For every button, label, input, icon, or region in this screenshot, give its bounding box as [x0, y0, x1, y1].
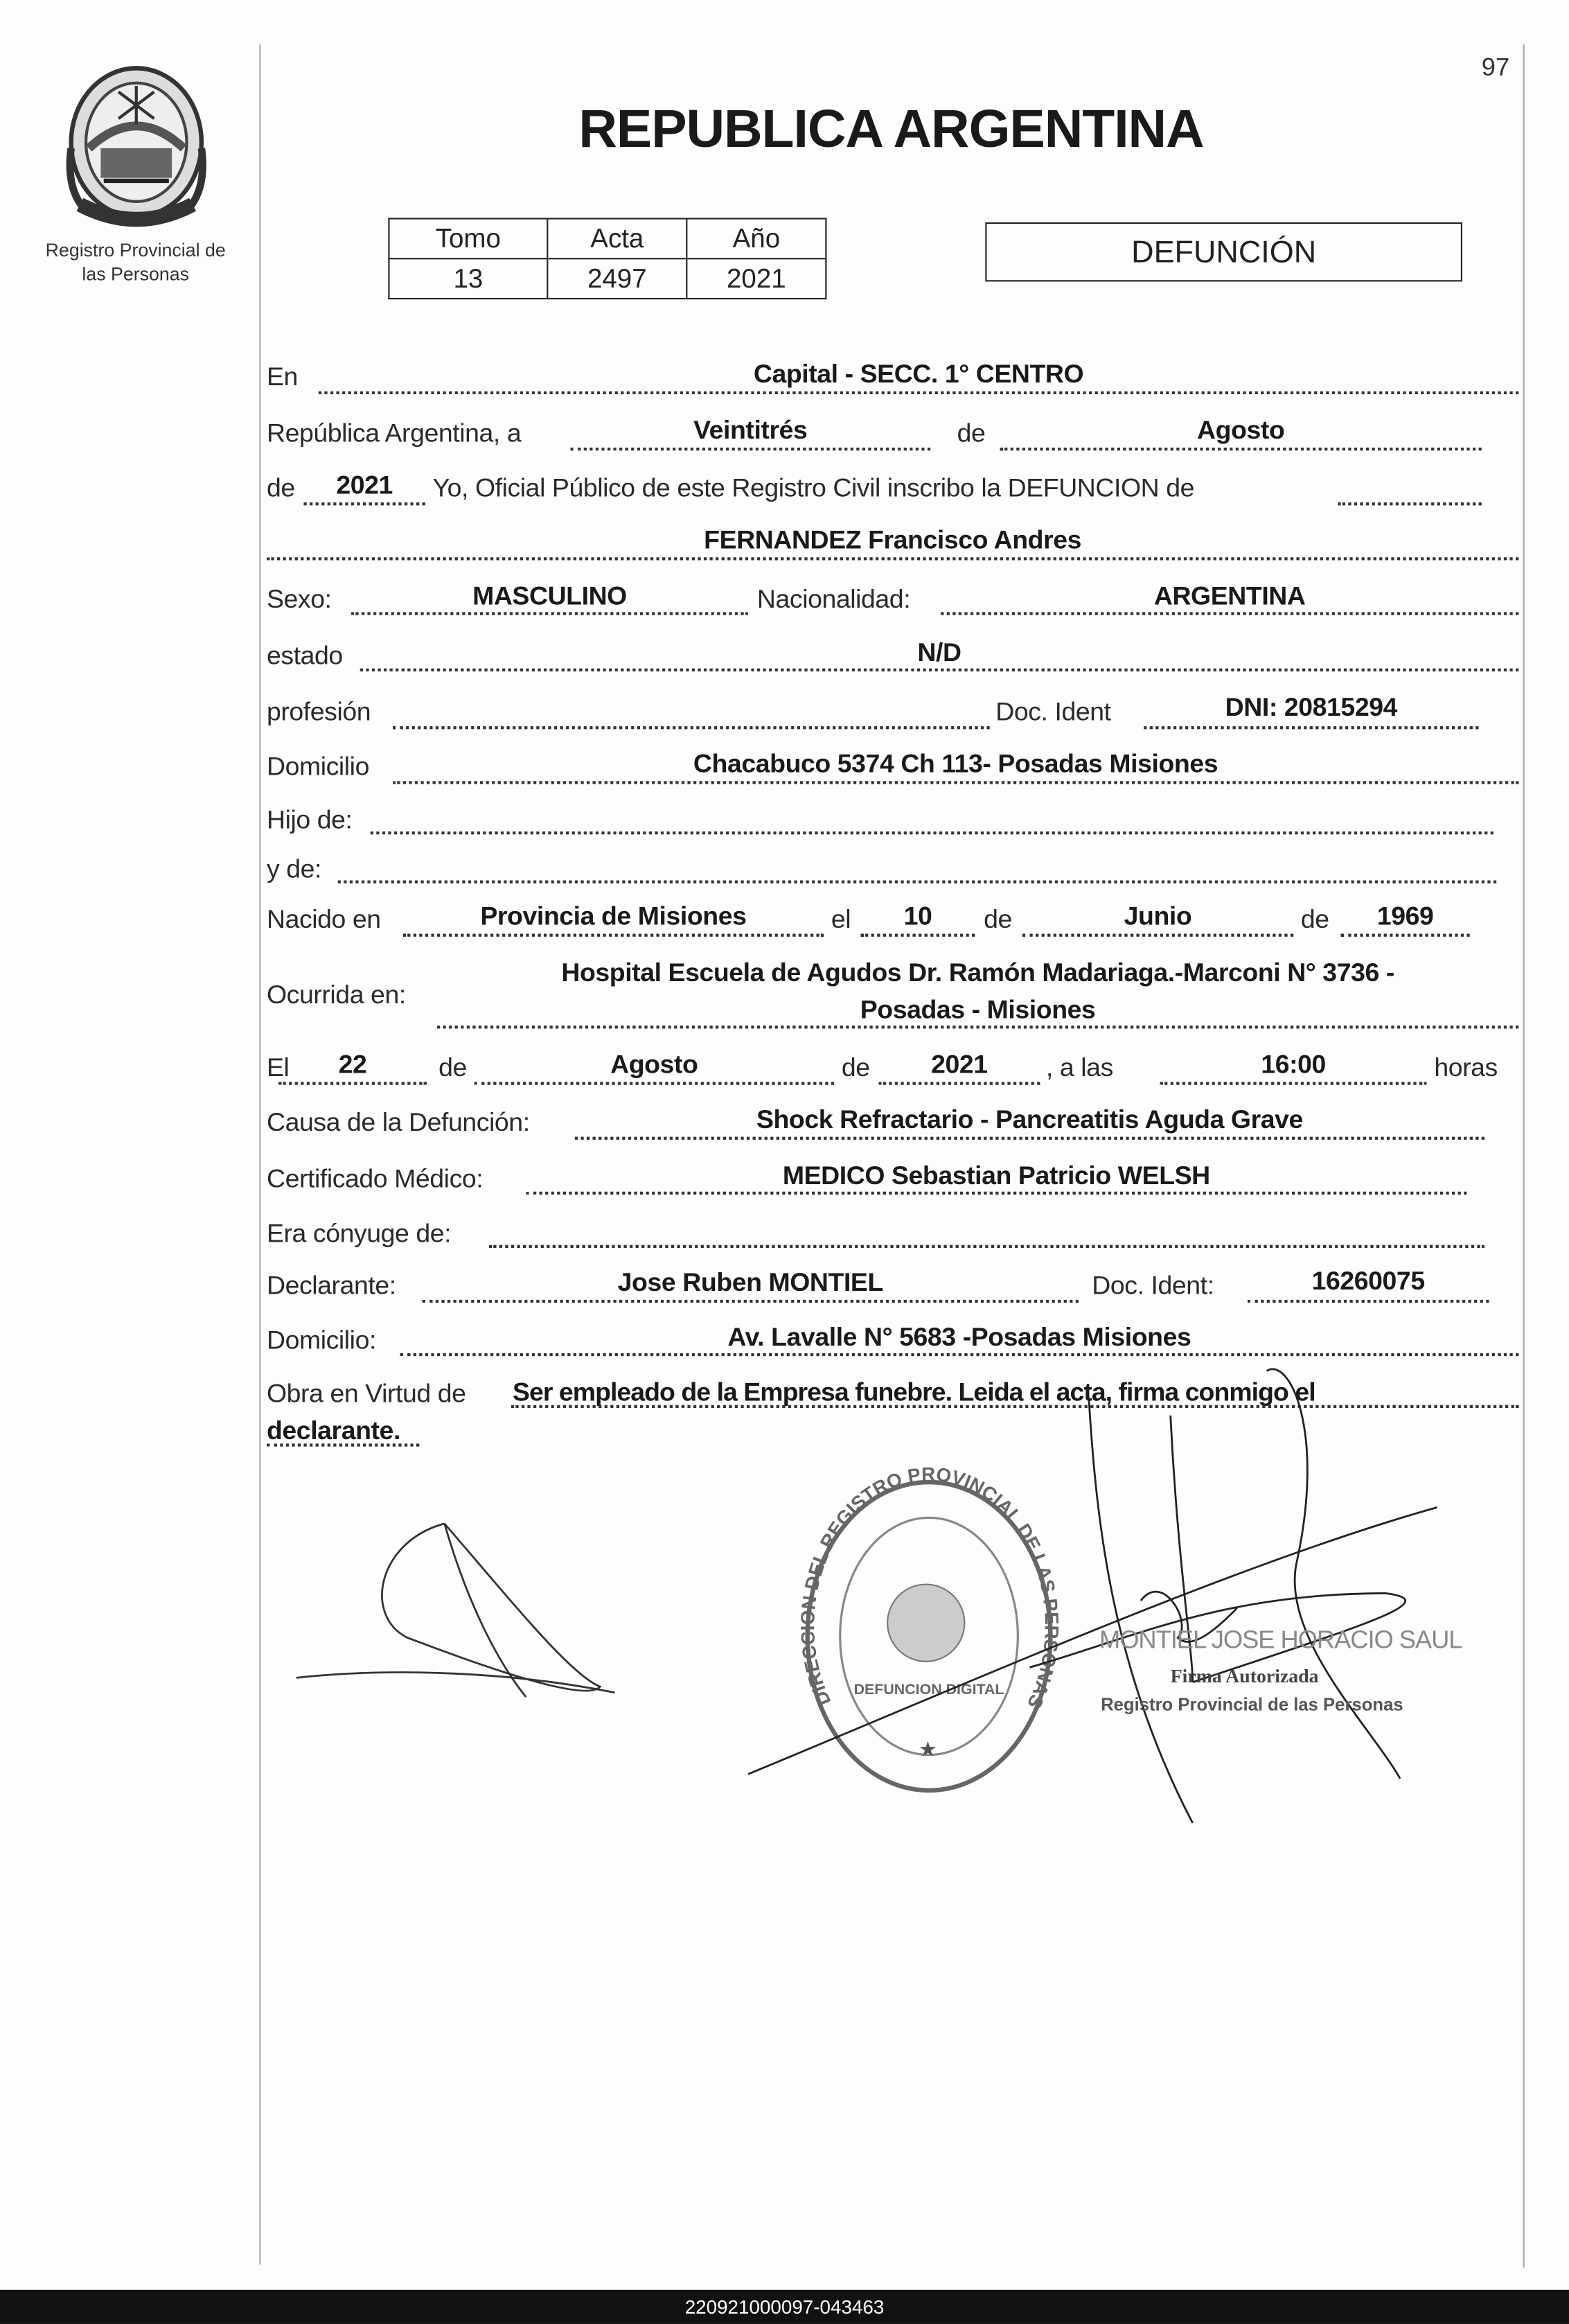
- label-el: el: [831, 904, 851, 934]
- registry-name: [15, 238, 256, 285]
- value-obra-line1: Ser empleado de la Empresa funebre. Leida el acta, firma conmigo el: [513, 1377, 1315, 1407]
- value-fallec-hora: 16:00: [1261, 1049, 1326, 1080]
- label-de2: de: [266, 473, 295, 503]
- label-a-las: , a las: [1045, 1052, 1113, 1082]
- label-domicilio2: Domicilio:: [266, 1325, 376, 1355]
- value-nacido-dia: 10: [903, 901, 932, 931]
- label-declarante: Declarante:: [266, 1270, 396, 1300]
- label-conyuge: Era cónyuge de:: [266, 1218, 452, 1249]
- stamp-inner-text: DEFUNCION DIGITAL: [853, 1680, 1004, 1698]
- label-yo: Yo, Oficial Público de este Registro Civil inscribo la DEFUNCION de: [432, 473, 1195, 503]
- label-de: de: [957, 418, 986, 448]
- dotted-line: [526, 1192, 1466, 1195]
- value-acta: 2497: [547, 258, 686, 299]
- dotted-line: [861, 934, 975, 937]
- dotted-line: [338, 881, 1497, 883]
- label-causa: Causa de la Defunción:: [266, 1107, 530, 1137]
- dotted-line: [1160, 1082, 1427, 1084]
- record-table-value-row: [389, 258, 826, 299]
- record-type-box: DEFUNCIÓN: [985, 222, 1462, 282]
- label-doc-ident2: Doc. Ident:: [1092, 1270, 1214, 1300]
- signatory-role: Firma Autorizada: [1170, 1664, 1319, 1687]
- label-de-o2: de: [841, 1052, 870, 1082]
- value-anio: 2021: [686, 258, 826, 299]
- dotted-line: [575, 1137, 1484, 1140]
- label-certificado: Certificado Médico:: [266, 1163, 484, 1193]
- dotted-line: [423, 1300, 1079, 1303]
- dotted-line: [371, 831, 1493, 834]
- record-table: [388, 218, 826, 299]
- label-profesion: profesión: [266, 696, 371, 727]
- dotted-line: [360, 669, 1519, 671]
- left-margin-line: [259, 44, 260, 2264]
- dotted-line: [1341, 934, 1470, 937]
- label-de-n1: de: [984, 904, 1012, 934]
- value-nacido-en: Provincia de Misiones: [480, 901, 747, 931]
- value-nacido-anio: 1969: [1376, 901, 1434, 931]
- value-fallec-mes: Agosto: [610, 1049, 698, 1080]
- signatory-office: Registro Provincial de las Personas: [1101, 1693, 1403, 1715]
- dotted-line: [474, 1082, 834, 1084]
- value-lugar: Capital - SECC. 1° CENTRO: [753, 358, 1084, 389]
- value-anio-inscripcion: 2021: [336, 470, 393, 500]
- value-nacionalidad: ARGENTINA: [1153, 581, 1306, 611]
- dotted-line: [278, 1082, 427, 1084]
- value-fallec-dia: 22: [338, 1049, 367, 1080]
- dotted-line: [1022, 934, 1293, 937]
- dotted-line: [393, 726, 990, 729]
- dotted-line: [319, 391, 1518, 394]
- dotted-line: [570, 448, 930, 450]
- label-nacionalidad: Nacionalidad:: [756, 583, 911, 614]
- right-margin-line: [1523, 44, 1525, 2268]
- label-republica: República Argentina, a: [266, 418, 522, 448]
- registry-name-line2: las Personas: [82, 263, 189, 285]
- dotted-line: [267, 1443, 419, 1446]
- label-obra: Obra en Virtud de: [266, 1378, 466, 1409]
- coat-of-arms-icon: [60, 60, 215, 226]
- registry-name-line1: Registro Provincial de: [45, 240, 226, 261]
- value-domicilio: Chacabuco 5374 Ch 113- Posadas Misiones: [693, 748, 1218, 778]
- label-ocurrida-en: Ocurrida en:: [266, 979, 406, 1010]
- dotted-line: [437, 1025, 1518, 1028]
- dotted-line: [878, 1082, 1040, 1084]
- footer-bar: [0, 2290, 1569, 2324]
- value-obra-line2: declarante.: [266, 1415, 400, 1445]
- dotted-line: [1338, 502, 1481, 505]
- label-nacido-en: Nacido en: [266, 904, 381, 934]
- dotted-line: [941, 612, 1518, 615]
- value-ocurrida-line2: Posadas - Misiones: [860, 994, 1096, 1025]
- official-signature-icon: [748, 1341, 1444, 1831]
- value-causa: Shock Refractario - Pancreatitis Aguda Grave: [756, 1104, 1303, 1134]
- value-doc-ident: DNI: 20815294: [1225, 692, 1397, 722]
- value-declarante: Jose Ruben MONTIEL: [617, 1267, 883, 1297]
- value-ocurrida-line1: Hospital Escuela de Agudos Dr. Ramón Madariaga.-Marconi N° 3736 -: [561, 957, 1394, 987]
- dotted-line: [1000, 448, 1482, 450]
- value-mes-inscripcion: Agosto: [1197, 414, 1285, 445]
- dotted-line: [1248, 1300, 1489, 1303]
- header-anio: Año: [686, 219, 826, 259]
- barcode-text: 220921000097-043463: [684, 2296, 885, 2318]
- dotted-line: [1144, 726, 1478, 729]
- label-de-o1: de: [438, 1052, 467, 1082]
- label-y-de: y de:: [266, 854, 322, 883]
- dotted-line: [403, 934, 824, 937]
- header-tomo: Tomo: [389, 219, 547, 259]
- value-declarante-doc: 16260075: [1311, 1265, 1425, 1296]
- dotted-line: [393, 781, 1518, 784]
- page-number: 97: [1481, 53, 1510, 82]
- declarant-signature-icon: [289, 1512, 630, 1712]
- stamp-outer-text: DIRECCION DEL REGISTRO PROVINCIAL DE LAS PERSONAS: [797, 1463, 1063, 1712]
- dotted-line: [489, 1245, 1484, 1248]
- value-estado: N/D: [917, 637, 961, 667]
- value-sexo: MASCULINO: [472, 581, 627, 611]
- stamp-star-icon: ★: [919, 1738, 937, 1761]
- label-horas: horas: [1434, 1052, 1498, 1082]
- value-dia-inscripcion: Veintitrés: [693, 414, 808, 445]
- dotted-line: [267, 557, 1518, 560]
- label-sexo: Sexo:: [266, 583, 332, 614]
- label-el2: El: [266, 1052, 290, 1082]
- header-acta: Acta: [547, 219, 686, 259]
- value-nombre: FERNANDEZ Francisco Andres: [704, 525, 1082, 554]
- value-fallec-anio: 2021: [931, 1049, 988, 1080]
- value-tomo: 13: [389, 258, 547, 299]
- value-certificado: MEDICO Sebastian Patricio WELSH: [782, 1160, 1210, 1190]
- signatory-name: MONTIEL JOSE HORACIO SAUL: [1099, 1626, 1462, 1655]
- value-nacido-mes: Junio: [1124, 901, 1192, 931]
- value-declarante-domicilio: Av. Lavalle N° 5683 -Posadas Misiones: [727, 1321, 1191, 1352]
- label-hijo-de: Hijo de:: [266, 804, 353, 835]
- dotted-line: [351, 612, 748, 615]
- label-doc-ident: Doc. Ident: [995, 696, 1111, 727]
- label-de-n2: de: [1300, 904, 1329, 934]
- label-estado: estado: [266, 640, 343, 670]
- record-table-header-row: [389, 219, 826, 259]
- label-domicilio: Domicilio: [266, 751, 369, 782]
- dotted-line: [303, 502, 425, 505]
- page-title: REPUBLICA ARGENTINA: [578, 98, 1204, 159]
- label-en: En: [266, 361, 298, 391]
